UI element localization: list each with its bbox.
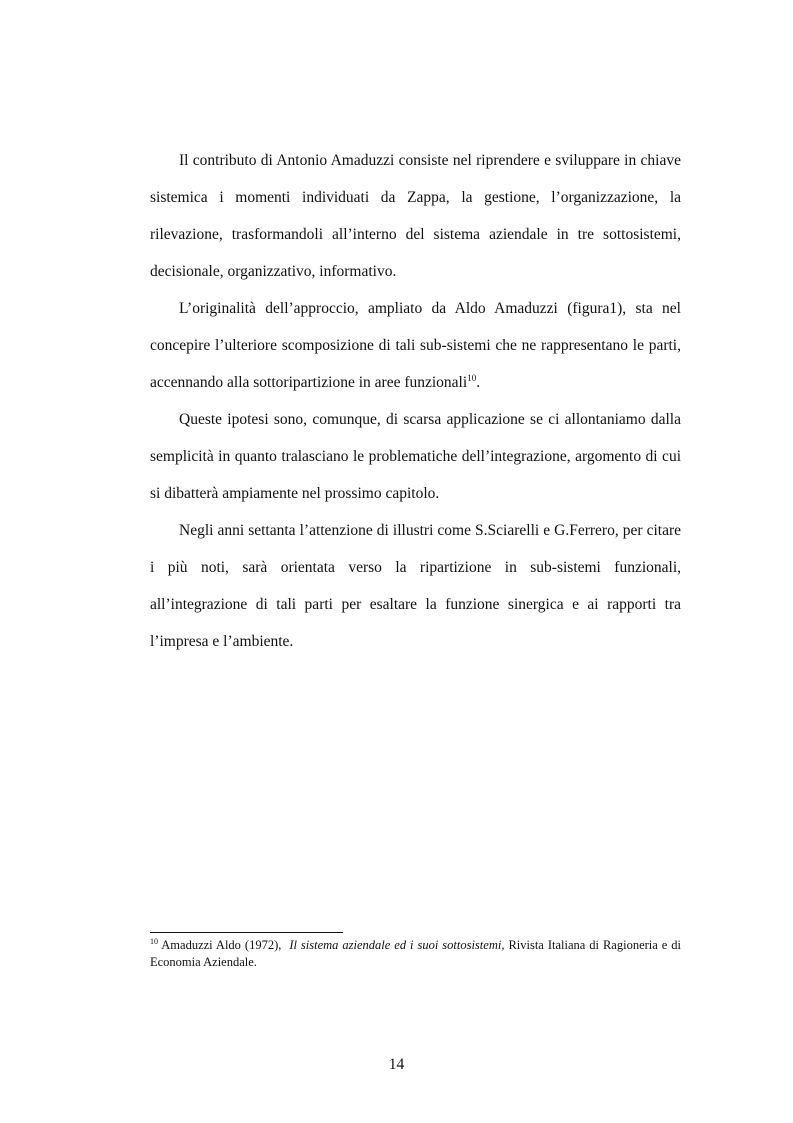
footnote-reference[interactable]: 10 — [467, 372, 477, 383]
paragraph-2 — [150, 290, 681, 401]
footnote-number: 10 — [150, 936, 158, 946]
footnote-author: Amaduzzi Aldo (1972), — [161, 938, 282, 952]
paragraph-1: Il contributo di Antonio Amaduzzi consiste nel riprendere e sviluppare in chiave sistemica i momenti individuati da Zappa, la gestione, l’organizzazione, la rilevazione, trasformandoli all’interno del sistema aziendale in tre sottosistemi, decisionale, organizzativo, informativo. — [150, 152, 681, 280]
footnote — [150, 937, 681, 971]
paragraph-4: Negli anni settanta l’attenzione di illustri come S.Sciarelli e G.Ferrero, per citare i più noti, sarà orientata verso la ripartizione in sub-sistemi funzionali, all’integrazione di tali parti per esaltare la funzione sinergica e ai rapporti tra l’impresa e l’ambiente. — [150, 522, 681, 650]
paragraph-2-end: . — [476, 374, 481, 391]
page-number: 14 — [388, 1056, 405, 1073]
body-text — [150, 142, 681, 660]
footnote-source: Rivista Italiana di Ragioneria e di Economia Aziendale. — [150, 938, 682, 969]
footnote-separator — [150, 932, 343, 933]
footnote-title: Il sistema aziendale ed i suoi sottosistemi, — [289, 938, 505, 952]
paragraph-3: Queste ipotesi sono, comunque, di scarsa applicazione se ci allontaniamo dalla semplicità in quanto tralasciano le problematiche dell’integrazione, argomento di cui si dibatterà ampiamente nel prossimo capitolo. — [150, 411, 681, 502]
paragraph-2-text: L’originalità dell’approccio, ampliato da Aldo Amaduzzi (figura1), sta nel concepire l’ulteriore scomposizione di tali sub-sistemi che ne rappresentano le parti, accennando alla sottoripartizione in aree funzionali — [150, 300, 681, 391]
